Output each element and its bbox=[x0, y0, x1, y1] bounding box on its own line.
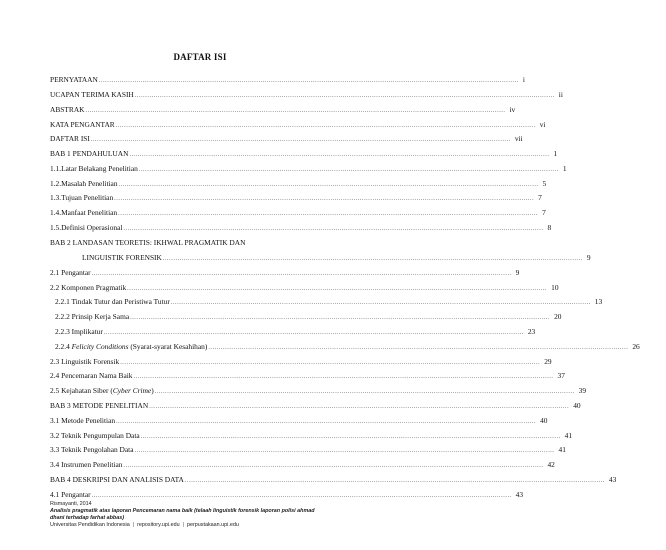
leader-dots: ........................................................................................................................................................................................................ bbox=[91, 493, 512, 500]
toc-entry-label: BAB 1 PENDAHULUAN bbox=[50, 148, 129, 158]
leader-dots: ........................................................................................................................................................................................................ bbox=[138, 166, 559, 173]
leader-dots: ........................................................................................................................................................................................................ bbox=[127, 286, 548, 292]
toc-entry bbox=[50, 192, 542, 203]
toc-entry bbox=[55, 341, 640, 352]
leader-dots: ........................................................................................................................................................................................................ bbox=[123, 226, 544, 232]
toc-entry-page-number: 13 bbox=[594, 297, 603, 307]
leader-dots: ........................................................................................................................................................................................................ bbox=[133, 374, 554, 381]
leader-dots: ........................................................................................................................................................................................................ bbox=[85, 107, 506, 114]
toc-entry-label: LINGUISTIK FORENSIK bbox=[82, 253, 162, 262]
leader-dots: ........................................................................................................................................................................................................ bbox=[130, 315, 551, 322]
footer-title-line-1: Analisis pragmatik atas laporan Pencemaran nama baik (telaah linguistik forensik laporan polisi ahmad bbox=[50, 508, 315, 514]
toc-entry-page-number: vii bbox=[514, 134, 523, 144]
leader-dots: ........................................................................................................................................................................................................ bbox=[118, 181, 539, 188]
toc-entry-page-number: 23 bbox=[527, 327, 536, 336]
toc-entry-label: 3.3 Teknik Pengolahan Data bbox=[50, 445, 134, 455]
toc-entry-label: 2.2.3 Implikatur bbox=[55, 327, 103, 336]
toc-entry bbox=[50, 119, 546, 130]
toc-entry-label: 2.4 Pencemaran Nama Baik bbox=[50, 371, 133, 381]
leader-dots: ........................................................................................................................................................................................................ bbox=[120, 359, 541, 366]
toc-entry-label: 2.2.2 Prinsip Kerja Sama bbox=[55, 312, 130, 322]
leader-dots: ........................................................................................................................................................................................................ bbox=[90, 137, 511, 144]
footer-links bbox=[50, 522, 380, 529]
toc-entry-label: 1.5.Definisi Operasional bbox=[50, 223, 123, 232]
toc-entry-page-number: ii bbox=[558, 89, 563, 99]
leader-dots: ........................................................................................................................................................................................................ bbox=[140, 433, 561, 440]
toc-entry-label: 2.2 Komponen Pragmatik bbox=[50, 283, 127, 292]
leader-dots: ........................................................................................................................................................................................................ bbox=[123, 463, 544, 470]
toc-entry bbox=[50, 222, 552, 233]
toc-entry bbox=[50, 267, 520, 278]
toc-entry bbox=[50, 444, 566, 455]
leader-dots: ........................................................................................................................................................................................................ bbox=[98, 78, 519, 84]
toc-entry bbox=[50, 133, 523, 144]
leader-dots: ........................................................................................................................................................................................................ bbox=[134, 448, 555, 455]
toc-entry-label: BAB 3 METODE PENELITIAN bbox=[50, 401, 149, 411]
footer-author: Rismayanti, 2014 bbox=[50, 501, 92, 507]
toc-entry bbox=[50, 370, 565, 381]
toc-entry-page-number: 40 bbox=[573, 401, 581, 411]
toc-entry bbox=[50, 385, 587, 396]
toc-entry-page-number: iv bbox=[509, 104, 516, 114]
toc-entry-label: 2.2.1 Tindak Tutur dan Peristiwa Tutur bbox=[55, 297, 170, 307]
toc-entry bbox=[55, 326, 536, 337]
toc-entry-page-number: 26 bbox=[632, 342, 640, 352]
toc-entry bbox=[50, 148, 558, 159]
toc-entry-page-number: 7 bbox=[538, 193, 542, 203]
toc-entry-label: 1.1.Latar Belakang Penelitian bbox=[50, 163, 138, 173]
leader-dots: ........................................................................................................................................................................................................ bbox=[114, 196, 535, 203]
footer-library-link[interactable]: perpustakaan.upi.edu bbox=[186, 522, 239, 528]
toc-entry-label: BAB 4 DESKRIPSI DAN ANALISIS DATA bbox=[50, 475, 184, 484]
toc-entry bbox=[50, 415, 548, 426]
toc-entry-page-number: 39 bbox=[578, 386, 587, 396]
toc-entry-page-number: 10 bbox=[551, 283, 559, 292]
toc-entry-label: BAB 2 LANDASAN TEORETIS: IKHWAL PRAGMATIK DAN bbox=[50, 238, 246, 248]
toc-entry-label: PERNYATAAN bbox=[50, 75, 98, 84]
toc-entry-page-number: 9 bbox=[515, 267, 520, 277]
toc-entry-page-number: 41 bbox=[558, 445, 566, 455]
toc-entry-label: DAFTAR ISI bbox=[50, 134, 90, 144]
toc-entry bbox=[50, 207, 546, 218]
leader-dots: ........................................................................................................................................................................................................ bbox=[115, 122, 536, 129]
toc-entry-label: 2.1 Pengantar bbox=[50, 267, 91, 277]
toc-entry-page-number: 41 bbox=[564, 430, 573, 440]
toc-entry bbox=[55, 311, 562, 322]
toc-entry-page-number: 40 bbox=[540, 415, 548, 425]
toc-entry-page-number: 20 bbox=[554, 312, 562, 322]
leader-dots: ........................................................................................................................................................................................................ bbox=[129, 151, 550, 158]
toc-entry bbox=[50, 430, 573, 441]
footer-repository-link[interactable]: repository.upi.edu bbox=[137, 522, 180, 528]
toc-entry-label: 3.4 Instrumen Penelitian bbox=[50, 460, 123, 470]
footer-separator: | bbox=[182, 522, 184, 528]
toc-entry bbox=[50, 237, 350, 248]
toc-entry-page-number: 42 bbox=[547, 460, 555, 470]
toc-entry-label: KATA PENGANTAR bbox=[50, 119, 115, 129]
leader-dots: ........................................................................................................................................................................................................ bbox=[91, 270, 512, 277]
toc-entry-label: 1.2.Masalah Penelitian bbox=[50, 178, 118, 188]
leader-dots: ........................................................................................................................................................................................................ bbox=[116, 418, 537, 425]
leader-dots: ........................................................................................................................................................................................................ bbox=[134, 92, 555, 99]
toc-entry bbox=[50, 474, 617, 485]
toc-entry bbox=[50, 459, 555, 470]
leader-dots: ........................................................................................................................................................................................................ bbox=[103, 330, 524, 336]
toc-entry-label: 2.2.4 Felicity Conditions (Syarat-syarat Kesahihan) bbox=[55, 342, 208, 352]
toc-entry-page-number: 5 bbox=[542, 178, 547, 188]
toc-entry-page-number: 8 bbox=[547, 223, 552, 232]
page-footer bbox=[50, 501, 380, 529]
page-title: DAFTAR ISI bbox=[173, 52, 227, 62]
toc-entry-label: 2.5 Kejahatan Siber (Cyber Crime) bbox=[50, 386, 154, 396]
toc-entry-page-number: 43 bbox=[608, 475, 617, 484]
toc-entry-page-number: vi bbox=[539, 119, 546, 129]
leader-dots: ........................................................................................................................................................................................................ bbox=[154, 389, 575, 396]
toc-entry-page-number: 1 bbox=[562, 163, 567, 173]
toc-entry-page-number: 9 bbox=[586, 253, 591, 262]
leader-dots: ........................................................................................................................................................................................................ bbox=[170, 300, 591, 307]
toc-entry-label: 1.4.Manfaat Penelitian bbox=[50, 208, 118, 218]
toc-entry-label: 4.1 Pengantar bbox=[50, 490, 91, 500]
toc-entry-page-number: i bbox=[522, 75, 525, 84]
toc-entry bbox=[50, 74, 525, 85]
toc-entry bbox=[50, 89, 563, 100]
toc-entry bbox=[50, 356, 552, 367]
footer-university: Universitas Pendidikan Indonesia bbox=[50, 522, 130, 528]
toc-entry-label: 3.1 Metode Penelitian bbox=[50, 415, 116, 425]
footer-title-line-2: dhani terhadap farhat abbas) bbox=[50, 515, 124, 521]
leader-dots: ........................................................................................................................................................................................................ bbox=[149, 404, 570, 411]
toc-entry-page-number: 43 bbox=[515, 490, 524, 500]
leader-dots: ........................................................................................................................................................................................................ bbox=[208, 345, 629, 352]
toc-entry-label: 1.3.Tujuan Penelitian bbox=[50, 193, 114, 203]
toc-entry-label: 2.3 Linguistik Forensik bbox=[50, 356, 120, 366]
toc-entry-page-number: 7 bbox=[542, 208, 546, 218]
toc-entry-label: ABSTRAK bbox=[50, 104, 85, 114]
toc-entry-page-number: 29 bbox=[544, 356, 552, 366]
toc-entry bbox=[55, 296, 603, 307]
leader-dots: ........................................................................................................................................................................................................ bbox=[184, 478, 605, 484]
toc-entry bbox=[50, 489, 524, 500]
toc-entry bbox=[50, 400, 581, 411]
toc-entry bbox=[50, 104, 516, 115]
toc-entry bbox=[82, 252, 591, 263]
toc-entry bbox=[50, 282, 559, 293]
footer-separator: | bbox=[132, 522, 135, 528]
toc-entry-page-number: 37 bbox=[557, 371, 565, 381]
toc-entry-label: 3.2 Teknik Pengumpulan Data bbox=[50, 430, 140, 440]
toc-entry-page-number: 1 bbox=[553, 148, 558, 158]
toc-entry-label: UCAPAN TERIMA KASIH bbox=[50, 89, 134, 99]
toc-entry bbox=[50, 163, 567, 174]
leader-dots: ........................................................................................................................................................................................................ bbox=[162, 256, 583, 262]
toc-entry bbox=[50, 178, 547, 189]
leader-dots: ........................................................................................................................................................................................................ bbox=[118, 211, 539, 218]
